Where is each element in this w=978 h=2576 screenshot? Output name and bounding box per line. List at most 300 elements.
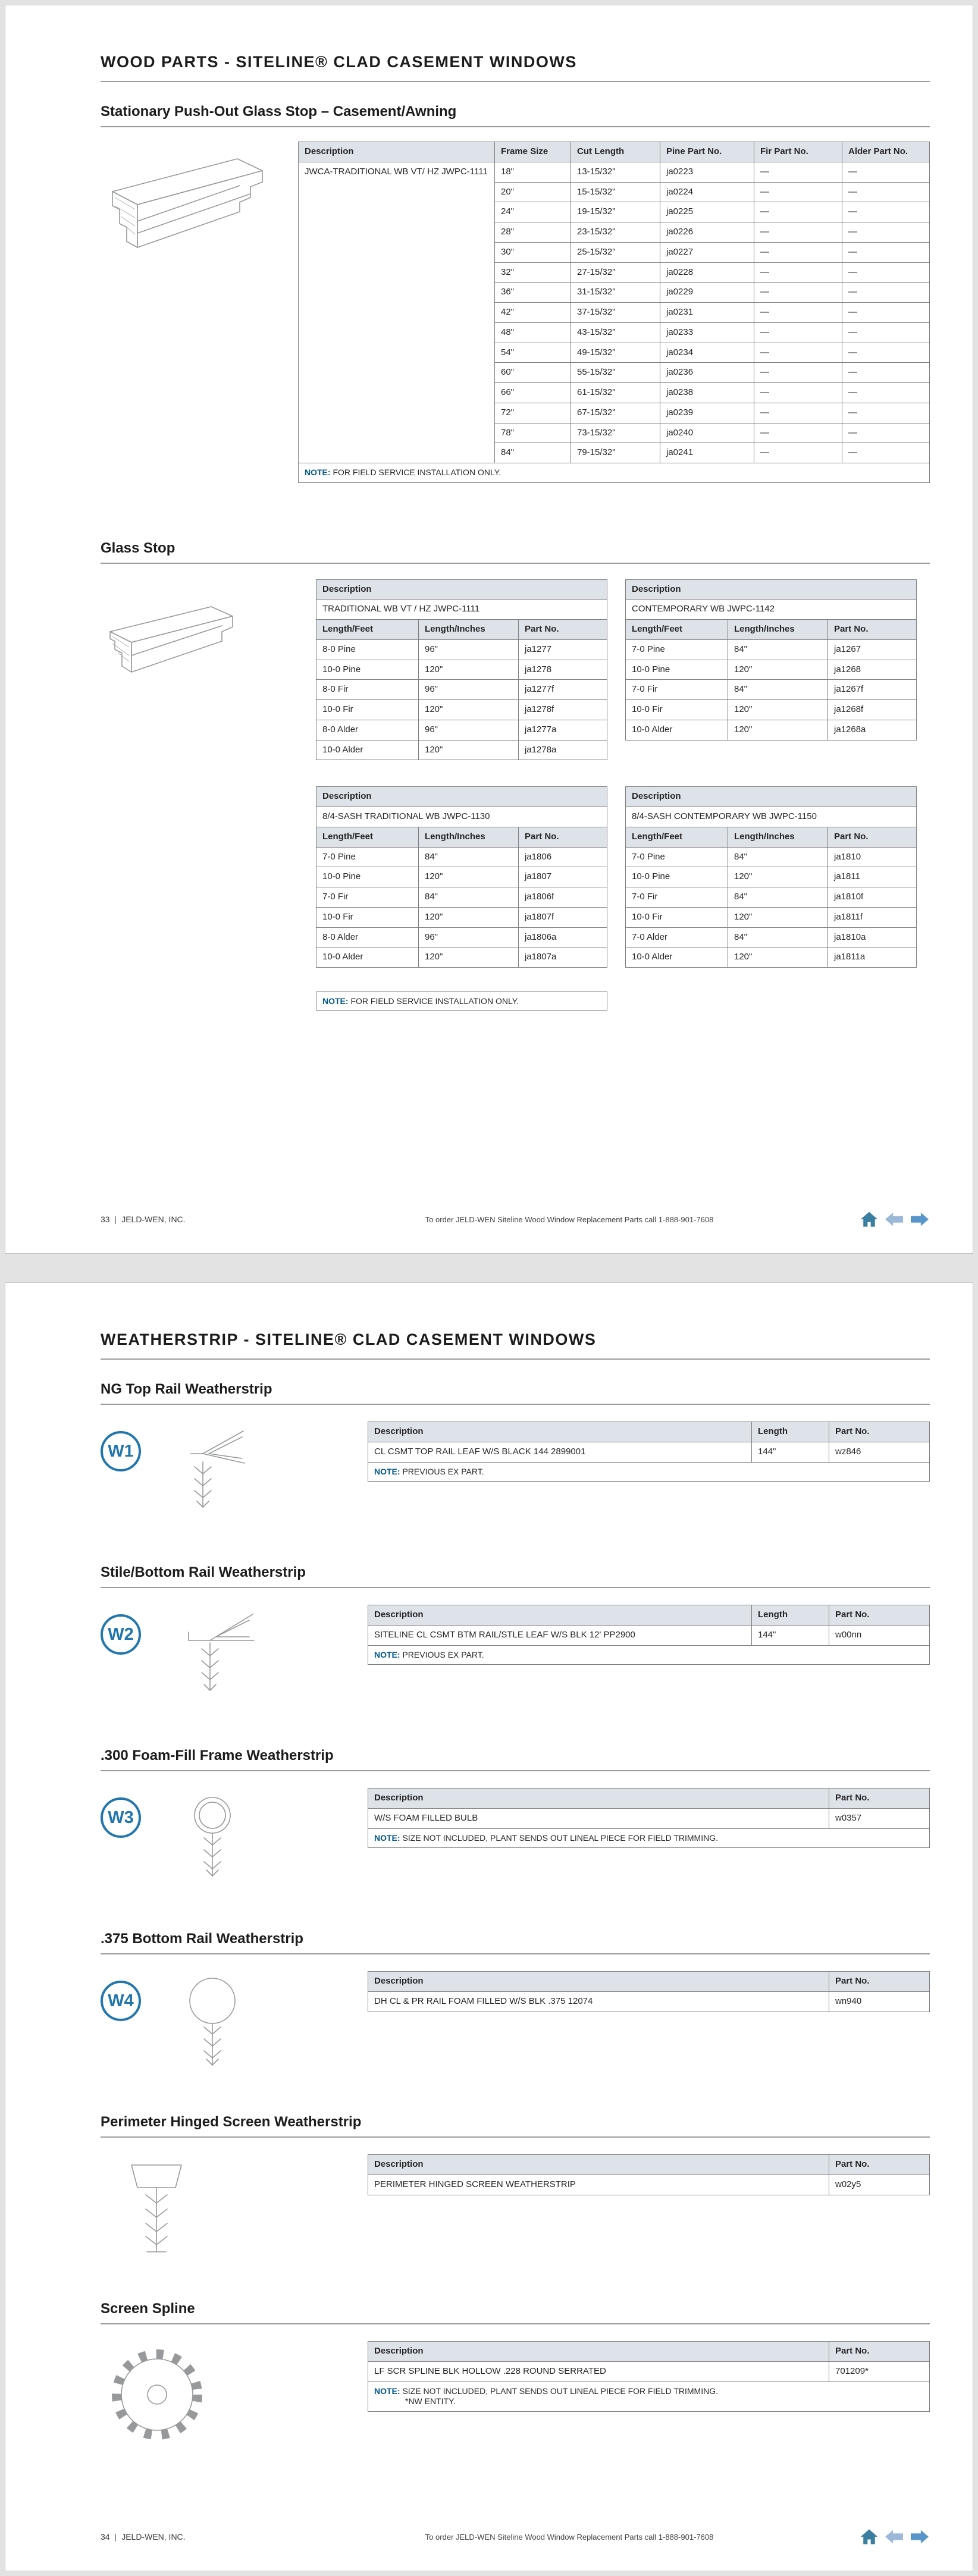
table-cell: CL CSMT TOP RAIL LEAF W/S BLACK 144 2899001: [368, 1442, 752, 1462]
column-header: Cut Length: [571, 142, 660, 162]
table-row: [626, 700, 917, 720]
table-cell: 120": [728, 720, 828, 740]
table-cell: ja0233: [660, 322, 754, 343]
table-cell: —: [842, 283, 930, 303]
note-cell: [368, 2382, 930, 2411]
table-cell: 25-15/32": [571, 242, 660, 262]
table-cell: ja1807: [519, 867, 607, 887]
table-header-row: [368, 1972, 930, 1992]
table-cell: 15-15/32": [571, 182, 660, 202]
table-row: [316, 720, 607, 740]
table-cell: ja0227: [660, 242, 754, 262]
note-label: NOTE:: [374, 2386, 400, 2396]
table-cell: 120": [419, 700, 519, 720]
table-header-row: [626, 579, 917, 600]
glass-stop-note: [316, 992, 607, 1011]
table-cell: —: [754, 162, 842, 182]
table-header-row: [626, 787, 917, 807]
table-cell: 96": [419, 680, 519, 700]
w3-badge: W3: [101, 1797, 141, 1838]
table-row: [316, 660, 607, 680]
table-cell: 7-0 Fir: [626, 887, 728, 908]
table-header-row: [368, 1789, 930, 1809]
description-row: [316, 600, 607, 620]
table-row: [626, 887, 917, 908]
note-text: PREVIOUS EX PART.: [402, 1649, 484, 1659]
next-page-icon[interactable]: [910, 1210, 930, 1228]
table-cell: ja1806f: [519, 887, 607, 908]
table-cell: ja0238: [660, 383, 754, 403]
table-cell: —: [754, 322, 842, 343]
table-row: [626, 867, 917, 887]
table-cell: ja1278: [519, 660, 607, 680]
table-cell: —: [754, 242, 842, 262]
column-header: Description: [368, 1605, 752, 1626]
table-cell: 120": [419, 867, 519, 887]
table-cell: ja1278a: [519, 740, 607, 760]
table-cell: 7-0 Pine: [316, 847, 419, 867]
table-cell: ja1810f: [828, 887, 917, 908]
brand-name: JELD-WEN, INC.: [121, 2532, 186, 2542]
table-cell: 120": [419, 907, 519, 927]
table-cell: 120": [419, 660, 519, 680]
section-300-foam-fill-frame-weatherstrip: [101, 1747, 930, 1893]
table-cell: —: [754, 182, 842, 202]
table-cell: 60": [495, 363, 571, 383]
table-row: [316, 847, 607, 867]
table-cell: 10-0 Fir: [626, 907, 728, 927]
table-cell: 120": [728, 907, 828, 927]
table-cell: ja1810: [828, 847, 917, 867]
table-cell: 120": [419, 947, 519, 968]
table-row: [626, 720, 917, 740]
table-cell: w0357: [829, 1808, 930, 1828]
page-title: WOOD PARTS - SITELINE® CLAD CASEMENT WINDOWS: [101, 53, 930, 82]
table-header-row: [316, 620, 607, 640]
table-cell: 54": [495, 343, 571, 363]
section-perimeter-hinged-screen-weatherstrip: [101, 2114, 930, 2263]
table-cell: ja1268f: [828, 700, 917, 720]
column-header: Part No.: [828, 620, 917, 640]
column-header: Description: [368, 1972, 829, 1992]
w4-table: [368, 1971, 930, 2012]
table-cell: 10-0 Alder: [626, 720, 728, 740]
table-note-row: [368, 1462, 930, 1482]
table-cell: 120": [728, 867, 828, 887]
table-cell: 10-0 Fir: [626, 700, 728, 720]
table-cell: 61-15/32": [571, 383, 660, 403]
page-footer: [101, 2528, 930, 2546]
table-cell: ja1277: [519, 639, 607, 660]
next-page-icon[interactable]: [910, 2528, 930, 2546]
section-stationary-push-out-glass-stop: [101, 103, 930, 483]
w2-table: [368, 1605, 930, 1665]
table-cell: 30": [495, 242, 571, 262]
table-row: [316, 700, 607, 720]
table-row: [626, 639, 917, 660]
table-cell: ja1268: [828, 660, 917, 680]
table-cell: wn940: [829, 1991, 930, 2012]
table-cell: 10-0 Fir: [316, 700, 419, 720]
table-row: [368, 1808, 930, 1828]
column-header: Description: [368, 1789, 829, 1809]
table-row: [368, 2361, 930, 2382]
table-cell: 7-0 Fir: [626, 680, 728, 700]
column-header: Alder Part No.: [842, 142, 930, 162]
section-heading: .300 Foam-Fill Frame Weatherstrip: [101, 1747, 930, 1771]
table-cell: —: [754, 403, 842, 423]
w4-badge: W4: [101, 1981, 141, 2021]
table-cell: 96": [419, 639, 519, 660]
description-header: Description: [626, 787, 917, 807]
table-cell: —: [842, 262, 930, 283]
table-header-row: [316, 787, 607, 807]
table-cell: 55-15/32": [571, 363, 660, 383]
section-screen-spline: [101, 2301, 930, 2449]
note-label: NOTE:: [374, 1466, 400, 1476]
table-header-row: [626, 827, 917, 847]
table-cell: —: [754, 262, 842, 283]
w2-badge: W2: [101, 1614, 141, 1655]
table-cell: ja0225: [660, 202, 754, 222]
table-cell: —: [842, 322, 930, 343]
table-cell: —: [842, 162, 930, 182]
w1-badge: W1: [101, 1431, 141, 1471]
table-cell: —: [842, 343, 930, 363]
table-cell: —: [842, 383, 930, 403]
table-cell: 7-0 Pine: [626, 639, 728, 660]
order-info: To order JELD-WEN Siteline Wood Window Replacement Parts call 1-888-901-7608: [425, 1215, 714, 1224]
table-cell: 24": [495, 202, 571, 222]
table-row: [368, 1442, 930, 1462]
column-header: Length/Inches: [728, 827, 828, 847]
table-cell: 10-0 Pine: [626, 660, 728, 680]
table-cell: ja0241: [660, 443, 754, 463]
table-note-row: [299, 463, 930, 483]
table-cell: —: [754, 363, 842, 383]
table-row: [316, 907, 607, 927]
table-cell: 20": [495, 182, 571, 202]
table-cell: 84": [728, 847, 828, 867]
w1-table: [368, 1422, 930, 1482]
table-cell: —: [842, 202, 930, 222]
table-row: [316, 740, 607, 760]
page-number-brand: [101, 2532, 279, 2542]
section-heading: Stile/Bottom Rail Weatherstrip: [101, 1564, 930, 1588]
table-cell: 10-0 Fir: [316, 907, 419, 927]
glass-stop-table-contemporary: [625, 579, 917, 741]
table-header-row: [368, 1605, 930, 1626]
table-row: [626, 927, 917, 947]
table-cell: 8-0 Fir: [316, 680, 419, 700]
note-text: SIZE NOT INCLUDED, PLANT SENDS OUT LINEAL PIECE FOR FIELD TRIMMING.: [402, 2386, 718, 2396]
table-cell: ja1807f: [519, 907, 607, 927]
description-header: Description: [316, 579, 607, 600]
stationary-glass-stop-table: [298, 142, 930, 483]
column-header: Frame Size: [495, 142, 571, 162]
perimeter-table: [368, 2154, 930, 2195]
table-cell: —: [754, 222, 842, 243]
glass-stop-table-84-sash-contemporary: [625, 786, 917, 968]
column-header: Length: [752, 1605, 829, 1626]
column-header: Part No.: [829, 1789, 930, 1809]
table-cell: 19-15/32": [571, 202, 660, 222]
table-cell: ja1806a: [519, 927, 607, 947]
table-cell: —: [842, 222, 930, 243]
column-header: Fir Part No.: [754, 142, 842, 162]
separator: |: [114, 2532, 117, 2542]
table-cell: 27-15/32": [571, 262, 660, 283]
table-cell: 120": [728, 947, 828, 968]
table-cell: 84": [728, 927, 828, 947]
column-header: Description: [368, 2155, 829, 2175]
table-cell: 43-15/32": [571, 322, 660, 343]
column-header: Part No.: [829, 1422, 930, 1442]
column-header: Description: [368, 1422, 752, 1442]
glass-stop-table-traditional: [316, 579, 607, 761]
note-text: SIZE NOT INCLUDED, PLANT SENDS OUT LINEAL PIECE FOR FIELD TRIMMING.: [402, 1833, 718, 1843]
table-cell: W/S FOAM FILLED BULB: [368, 1808, 829, 1828]
table-cell: 7-0 Fir: [316, 887, 419, 908]
table-cell: 10-0 Pine: [316, 660, 419, 680]
column-header: Part No.: [519, 620, 607, 640]
table-cell: 84": [728, 887, 828, 908]
table-row: [316, 947, 607, 968]
table-cell: 31-15/32": [571, 283, 660, 303]
table-header-row: [299, 142, 930, 162]
table-cell: 78": [495, 423, 571, 443]
table-row: [368, 1625, 930, 1645]
table-cell: 144": [752, 1442, 829, 1462]
table-cell: 701209*: [829, 2361, 930, 2382]
w1-weatherstrip-drawing: [141, 1423, 284, 1518]
table-cell: ja1807a: [519, 947, 607, 968]
catalog-page-34: [5, 1282, 973, 2571]
section-heading: Glass Stop: [101, 540, 930, 564]
column-header: Part No.: [828, 827, 917, 847]
section-glass-stop: [101, 540, 930, 1011]
table-row: [626, 660, 917, 680]
table-cell: 84": [728, 639, 828, 660]
section-heading: NG Top Rail Weatherstrip: [101, 1381, 930, 1405]
table-cell: ja0234: [660, 343, 754, 363]
table-row: [626, 947, 917, 968]
catalog-page-33: [5, 5, 973, 1254]
page-number-brand: [101, 1215, 279, 1224]
table-cell: ja1811a: [828, 947, 917, 968]
column-header: Part No.: [519, 827, 607, 847]
table-cell: 36": [495, 283, 571, 303]
column-header: Length/Feet: [316, 620, 419, 640]
section-heading: Stationary Push-Out Glass Stop – Casement/Awning: [101, 103, 930, 127]
description-row: [316, 807, 607, 827]
column-header: Length/Inches: [419, 620, 519, 640]
table-cell: 72": [495, 403, 571, 423]
column-header: Part No.: [829, 1605, 930, 1626]
table-cell: —: [754, 283, 842, 303]
home-icon[interactable]: [860, 1210, 879, 1228]
w4-weatherstrip-drawing: [141, 1972, 284, 2073]
perimeter-weatherstrip-drawing: [101, 2155, 279, 2263]
column-header: Description: [299, 142, 495, 162]
table-header-row: [368, 1422, 930, 1442]
table-cell: 10-0 Pine: [626, 867, 728, 887]
table-cell: 84": [495, 443, 571, 463]
description-cell: TRADITIONAL WB VT / HZ JWPC-1111: [316, 600, 607, 620]
table-header-row: [316, 827, 607, 847]
note-text: FOR FIELD SERVICE INSTALLATION ONLY.: [333, 467, 501, 477]
table-cell: 73-15/32": [571, 423, 660, 443]
table-cell: 144": [752, 1625, 829, 1645]
previous-page-icon[interactable]: [884, 1210, 904, 1228]
table-cell: —: [754, 343, 842, 363]
table-cell: ja1278f: [519, 700, 607, 720]
table-cell: —: [754, 303, 842, 323]
glass-stop-table-84-sash-traditional: [316, 786, 607, 968]
table-cell: LF SCR SPLINE BLK HOLLOW .228 ROUND SERRATED: [368, 2361, 829, 2382]
table-row: [316, 639, 607, 660]
table-cell: ja0224: [660, 182, 754, 202]
table-cell: 18": [495, 162, 571, 182]
table-header-row: [368, 2342, 930, 2362]
table-note-row: [368, 2382, 930, 2411]
note-cell: [299, 463, 930, 483]
table-cell: —: [842, 363, 930, 383]
w3-weatherstrip-drawing: [141, 1789, 284, 1884]
table-header-row: [368, 2155, 930, 2175]
table-header-row: [626, 620, 917, 640]
section-375-bottom-rail-weatherstrip: [101, 1931, 930, 2076]
column-header: Length/Feet: [626, 827, 728, 847]
table-cell: 8-0 Alder: [316, 927, 419, 947]
table-cell: 10-0 Alder: [626, 947, 728, 968]
table-cell: ja1268a: [828, 720, 917, 740]
home-icon[interactable]: [860, 2528, 879, 2546]
page-footer: [101, 1210, 930, 1228]
table-cell: 96": [419, 927, 519, 947]
column-header: Part No.: [829, 2342, 930, 2362]
table-row: [316, 680, 607, 700]
table-cell: ja0228: [660, 262, 754, 283]
table-cell: wz846: [829, 1442, 930, 1462]
table-cell: DH CL & PR RAIL FOAM FILLED W/S BLK .375 12074: [368, 1991, 829, 2012]
table-cell: 10-0 Pine: [316, 867, 419, 887]
table-cell: 28": [495, 222, 571, 243]
table-cell: ja0240: [660, 423, 754, 443]
section-heading: Screen Spline: [101, 2301, 930, 2324]
screen-spline-drawing: [101, 2342, 279, 2449]
column-header: Length/Feet: [626, 620, 728, 640]
table-cell: 67-15/32": [571, 403, 660, 423]
note-cell: [368, 1645, 930, 1665]
table-cell: 96": [419, 720, 519, 740]
description-header: Description: [626, 579, 917, 600]
table-cell: ja1267f: [828, 680, 917, 700]
table-cell: 7-0 Pine: [626, 847, 728, 867]
table-row: [316, 887, 607, 908]
note-label: NOTE:: [374, 1649, 400, 1659]
column-header: Length/Inches: [728, 620, 828, 640]
table-cell: 10-0 Alder: [316, 947, 419, 968]
table-cell: 23-15/32": [571, 222, 660, 243]
column-header: Part No.: [829, 1972, 930, 1992]
column-header: Length/Feet: [316, 827, 419, 847]
description-cell: JWCA-TRADITIONAL WB VT/ HZ JWPC-1111: [299, 162, 495, 463]
w2-weatherstrip-drawing: [141, 1606, 284, 1701]
table-row: [626, 680, 917, 700]
table-cell: ja0229: [660, 283, 754, 303]
table-cell: —: [842, 403, 930, 423]
table-cell: 84": [419, 887, 519, 908]
brand-name: JELD-WEN, INC.: [121, 1215, 186, 1224]
section-heading: .375 Bottom Rail Weatherstrip: [101, 1931, 930, 1954]
note-text-2: *NW ENTITY.: [405, 2396, 456, 2406]
table-cell: 84": [728, 680, 828, 700]
table-cell: —: [842, 182, 930, 202]
table-cell: —: [842, 242, 930, 262]
table-cell: —: [754, 202, 842, 222]
table-cell: 42": [495, 303, 571, 323]
table-cell: 13-15/32": [571, 162, 660, 182]
page-number: 33: [101, 1215, 110, 1224]
pdf-nav-buttons: [860, 1210, 930, 1228]
glass-stop-profile-drawing: [101, 579, 316, 699]
table-row: [299, 162, 930, 182]
column-header: Part No.: [829, 2155, 930, 2175]
description-cell: 8/4-SASH TRADITIONAL WB JWPC-1130: [316, 807, 607, 827]
note-label: NOTE:: [305, 467, 331, 477]
note-label: NOTE:: [322, 996, 349, 1006]
table-cell: w00nn: [829, 1625, 930, 1645]
table-cell: ja0239: [660, 403, 754, 423]
table-cell: 49-15/32": [571, 343, 660, 363]
note-text: FOR FIELD SERVICE INSTALLATION ONLY.: [350, 996, 519, 1006]
table-cell: ja1811: [828, 867, 917, 887]
page-number: 34: [101, 2532, 110, 2542]
table-cell: ja0236: [660, 363, 754, 383]
previous-page-icon[interactable]: [884, 2528, 904, 2546]
description-row: [626, 600, 917, 620]
table-cell: —: [842, 423, 930, 443]
table-row: [368, 1991, 930, 2012]
table-cell: —: [842, 303, 930, 323]
description-cell: CONTEMPORARY WB JWPC-1142: [626, 600, 917, 620]
table-cell: 32": [495, 262, 571, 283]
table-cell: SITELINE CL CSMT BTM RAIL/STLE LEAF W/S BLK 12' PP2900: [368, 1625, 752, 1645]
table-cell: ja1277f: [519, 680, 607, 700]
column-header: Pine Part No.: [660, 142, 754, 162]
table-header-row: [316, 579, 607, 600]
table-cell: 120": [419, 740, 519, 760]
w3-table: [368, 1788, 930, 1848]
molding-profile-drawing: [101, 142, 298, 278]
table-cell: ja0226: [660, 222, 754, 243]
note-cell: [368, 1462, 930, 1482]
description-header: Description: [316, 787, 607, 807]
table-note-row: [368, 1645, 930, 1665]
table-cell: 79-15/32": [571, 443, 660, 463]
column-header: Length: [752, 1422, 829, 1442]
note-label: NOTE:: [374, 1833, 400, 1843]
table-cell: 7-0 Alder: [626, 927, 728, 947]
table-row: [626, 847, 917, 867]
pdf-nav-buttons: [860, 2528, 930, 2546]
table-cell: w02y5: [829, 2175, 930, 2195]
table-row: [626, 907, 917, 927]
table-cell: ja0231: [660, 303, 754, 323]
table-cell: —: [754, 423, 842, 443]
table-cell: 37-15/32": [571, 303, 660, 323]
